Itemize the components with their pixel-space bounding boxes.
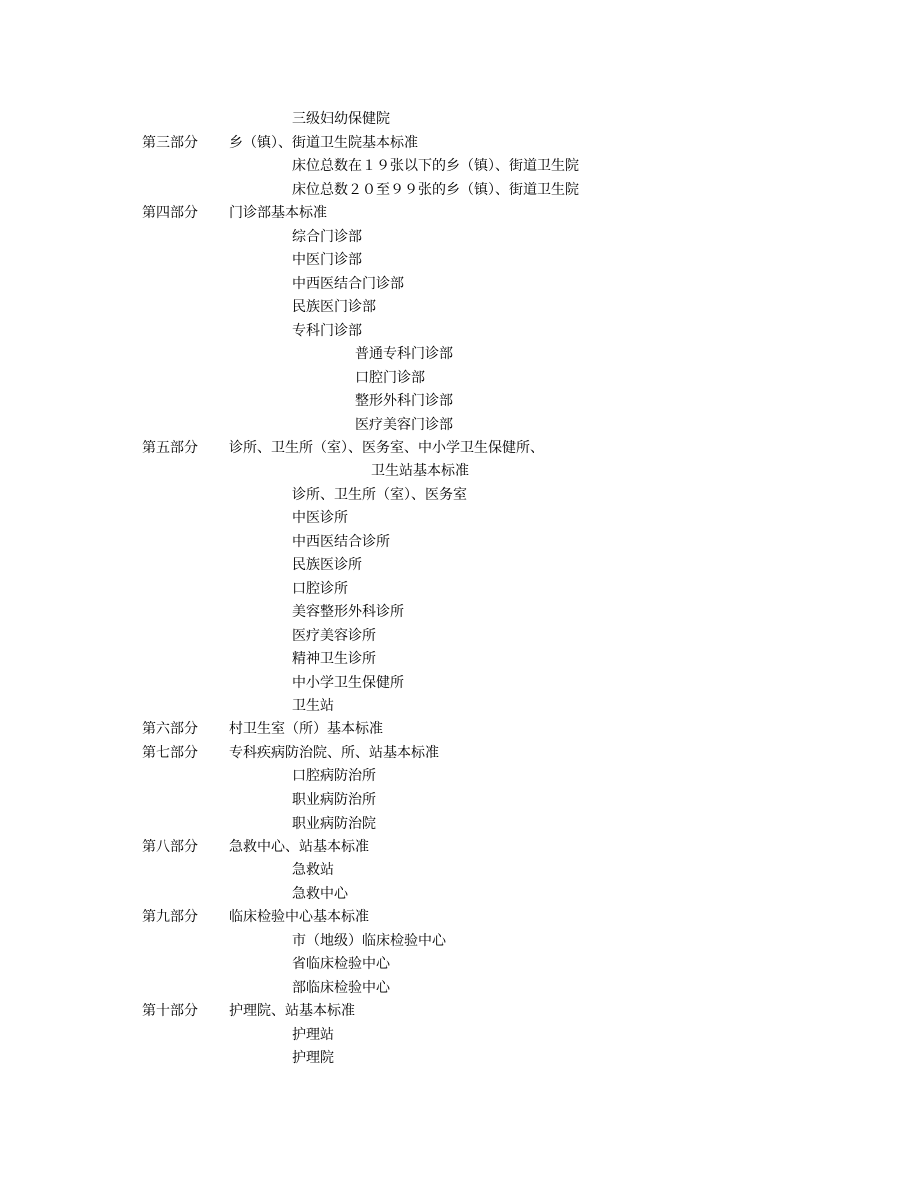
toc-subitem: 整形外科门诊部 (355, 393, 453, 409)
toc-item: 中医诊所 (292, 510, 348, 526)
toc-item: 中小学卫生保健所 (292, 675, 404, 691)
toc-subitem: 口腔门诊部 (355, 370, 425, 386)
toc-item: 口腔病防治所 (292, 768, 376, 784)
toc-item: 省临床检验中心 (292, 956, 390, 972)
toc-item: 中西医结合诊所 (292, 534, 390, 550)
toc-part-label: 第五部分 (142, 440, 198, 456)
toc-item: 综合门诊部 (292, 229, 362, 245)
toc-item: 部临床检验中心 (292, 980, 390, 996)
toc-item: 急救站 (292, 862, 334, 878)
toc-part-title: 门诊部基本标准 (229, 205, 327, 221)
toc-item: 床位总数２０至９９张的乡（镇）、街道卫生院 (292, 182, 579, 198)
toc-item: 护理站 (292, 1027, 334, 1043)
toc-part-label: 第三部分 (142, 135, 198, 151)
toc-item: 职业病防治所 (292, 792, 376, 808)
toc-part-label: 第九部分 (142, 909, 198, 925)
toc-part-label: 第六部分 (142, 721, 198, 737)
toc-part-title-continued: 卫生站基本标准 (371, 463, 469, 479)
toc-part-label: 第七部分 (142, 745, 198, 761)
toc-item: 职业病防治院 (292, 816, 376, 832)
toc-item: 卫生站 (292, 698, 334, 714)
toc-item: 诊所、卫生所（室）、医务室 (292, 487, 467, 503)
toc-subitem: 普通专科门诊部 (355, 346, 453, 362)
toc-item: 护理院 (292, 1050, 334, 1066)
toc-part-title: 专科疾病防治院、所、站基本标准 (229, 745, 439, 761)
toc-item: 三级妇幼保健院 (292, 111, 390, 127)
toc-item: 中医门诊部 (292, 252, 362, 268)
toc-part-title: 临床检验中心基本标准 (229, 909, 369, 925)
toc-part-title: 村卫生室（所）基本标准 (229, 721, 383, 737)
toc-item: 床位总数在１９张以下的乡（镇）、街道卫生院 (292, 158, 579, 174)
toc-part-label: 第四部分 (142, 205, 198, 221)
toc-item: 医疗美容诊所 (292, 628, 376, 644)
toc-part-title: 急救中心、站基本标准 (229, 839, 369, 855)
toc-item: 民族医门诊部 (292, 299, 376, 315)
toc-part-label: 第八部分 (142, 839, 198, 855)
toc-item: 口腔诊所 (292, 581, 348, 597)
toc-item: 中西医结合门诊部 (292, 276, 404, 292)
toc-part-title: 诊所、卫生所（室）、医务室、中小学卫生保健所、 (229, 440, 544, 456)
toc-part-label: 第十部分 (142, 1003, 198, 1019)
toc-item: 急救中心 (292, 886, 348, 902)
toc-item: 美容整形外科诊所 (292, 604, 404, 620)
toc-subitem: 医疗美容门诊部 (355, 417, 453, 433)
toc-item: 精神卫生诊所 (292, 651, 376, 667)
toc-item: 民族医诊所 (292, 557, 362, 573)
toc-item: 市（地级）临床检验中心 (292, 933, 446, 949)
toc-item: 专科门诊部 (292, 323, 362, 339)
toc-part-title: 护理院、站基本标准 (229, 1003, 355, 1019)
toc-part-title: 乡（镇）、街道卫生院基本标准 (229, 135, 418, 151)
